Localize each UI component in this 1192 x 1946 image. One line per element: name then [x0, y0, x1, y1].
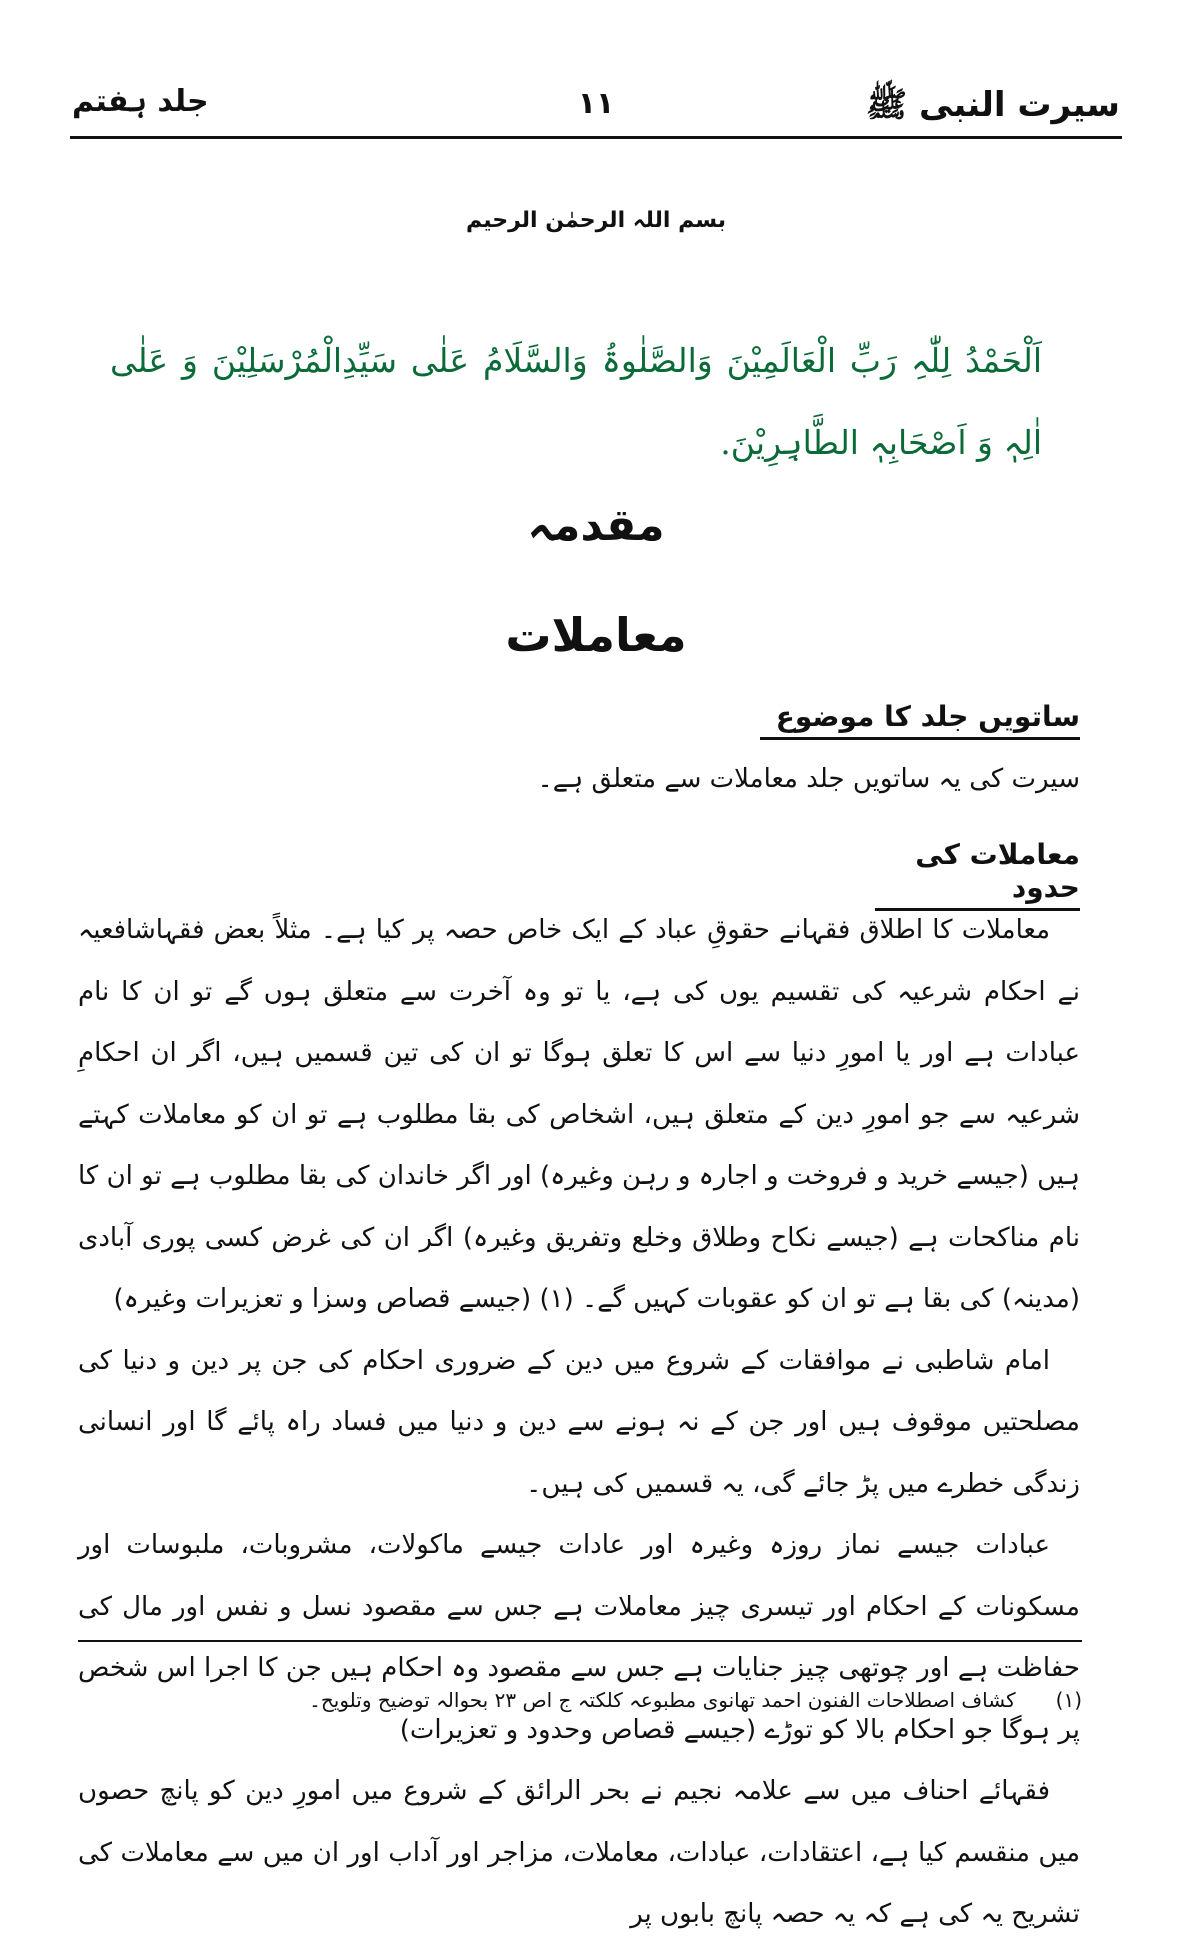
volume-label: جلد ہفتم [72, 84, 209, 119]
paragraph: معاملات کا اطلاق فقہانے حقوقِ عباد کے ایک خاص حصہ پر کیا ہے۔ مثلاً بعض فقہاشافعیہ نے احکام شرعیہ کی تقسیم یوں کی ہے، یا تو وہ آخرت سے متعلق ہوں گے تو ان کا نام عبادات ہے اور یا امورِ دنیا سے اس کا تعلق ہوگا تو ان کی تین قسمیں ہیں، اگر ان احکامِ شرعیہ سے جو امورِ دین کے متعلق ہیں، اشخاص کی بقا مطلوب ہے تو ان کو معاملات کہتے ہیں (جیسے خرید و فروخت و اجارہ و رہن وغیرہ) اور اگر خاندان کی بقا مطلوب ہے تو ان کا نام مناکحات ہے (جیسے نکاح وطلاق وخلع وتفریق وغیرہ) اگر ان کی غرض کسی پوری آبادی (مدینہ) کی بقا ہے تو ان کو عقوبات کہیں گے۔ (۱) (جیسے قصاص وسزا و تعزیرات وغیرہ) [78, 915, 1080, 1314]
page-header [72, 78, 1120, 134]
heading-introduction: مقدمہ [527, 500, 665, 551]
bismillah: بسم اللہ الرحمٰن الرحیم [465, 208, 726, 233]
heading-topic: معاملات [505, 608, 687, 662]
page-number: ۱۱ [577, 86, 615, 121]
paragraph: امام شاطبی نے موافقات کے شروع میں دین کے ضروری احکام کی جن پر دین و دنیا کی مصلحتیں موقوف ہیں اور جن کے نہ ہونے سے دین و دنیا میں فساد راہ پائے گا اور انسانی زندگی خطرے میں پڑ جائے گی، یہ قسمیں کی ہیں۔ [78, 1345, 1080, 1499]
footnote-text: کشاف اصطلاحات الفنون احمد تھانوی مطبوعہ کلکتہ ج اص ۲۳ بحوالہ توضیح وتلویح۔ [309, 1688, 1016, 1712]
footnote [300, 1688, 1082, 1712]
book-title: سیرت النبی ﷺ [866, 85, 1120, 125]
main-body [78, 900, 1080, 1946]
footnote-marker: (۱) [1055, 1688, 1082, 1712]
paragraph: عبادات جیسے نماز روزہ وغیرہ اور عادات جیسے ماکولات، مشروبات، ملبوسات اور مسکونات کے احکام اور تیسری چیز معاملات ہے جس سے مقصود نسل و نفس اور مال کی حفاظت ہے اور چوتھی چیز جنایات ہے جس سے مقصود وہ احکام ہیں جن کا اجرا اس شخص پر ہوگا جو احکام بالا کو توڑے (جیسے قصاص وحدود و تعزیرات) [78, 1530, 1080, 1745]
footnote-divider [78, 1640, 1082, 1642]
section-heading-limits: معاملات کی حدود [875, 838, 1080, 911]
opening-praise: اَلْحَمْدُ لِلّٰہِ رَبِّ الْعَالَمِیْنَ وَالصَّلٰوۃُ وَالسَّلَامُ عَلٰی سَیِّدِالْمُرْسَلِیْنَ وَ عَلٰی اٰلِہٖ وَ اَصْحَابِہٖ الطَّاہِرِیْنَ. [110, 341, 1042, 462]
paragraph: فقہائے احناف میں سے علامہ نجیم نے بحر الرائق کے شروع میں امورِ دین کو پانچ حصوں میں منقسم کیا ہے، اعتقادات، عبادات، معاملات، مزاجر اور آداب اور ان میں سے معاملات کی تشریح یہ کی ہے کہ یہ حصہ پانچ بابوں پر [78, 1776, 1080, 1929]
section-heading-subject: ساتویں جلد کا موضوع [760, 700, 1080, 740]
section-text-subject: سیرت کی یہ ساتویں جلد معاملات سے متعلق ہے۔ [537, 764, 1080, 794]
header-divider [70, 136, 1122, 139]
